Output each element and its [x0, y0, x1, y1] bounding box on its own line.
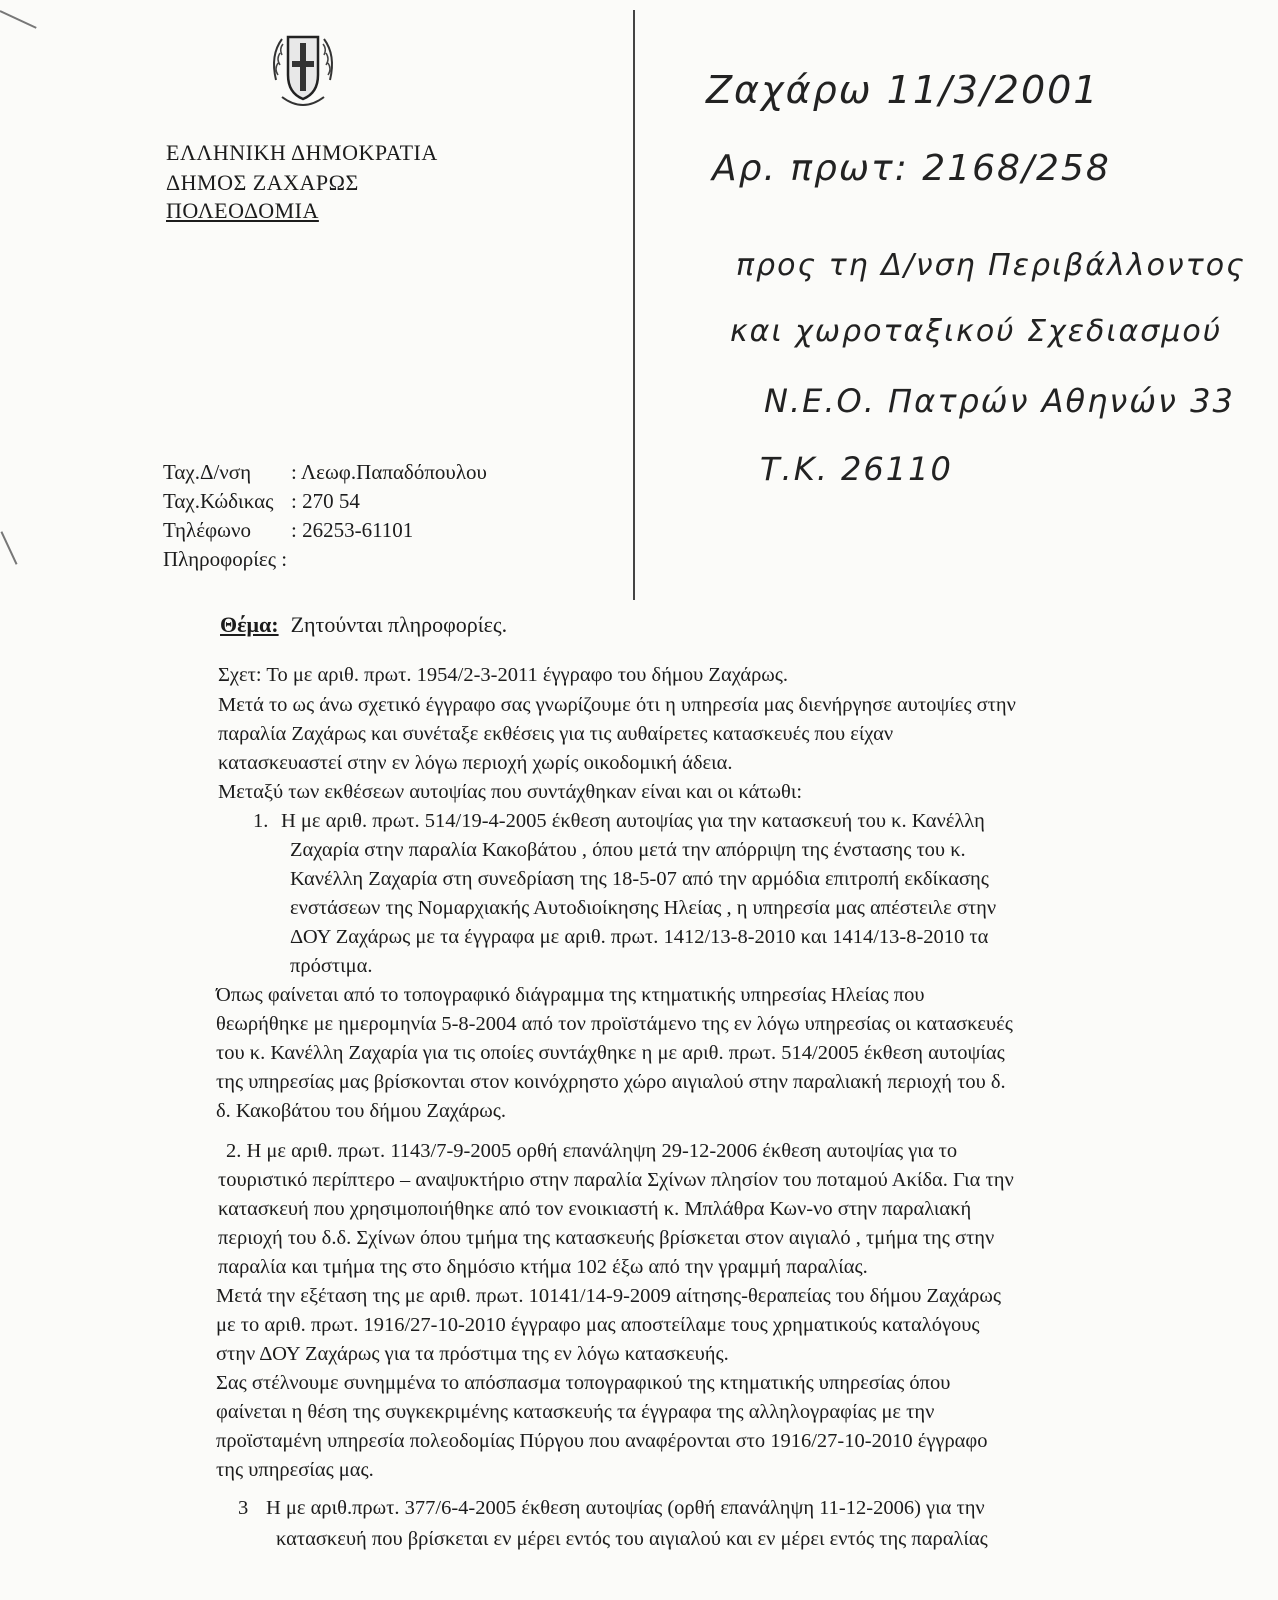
- scan-mark: [0, 10, 37, 29]
- phone-row: [163, 518, 413, 543]
- municipality-title: ΔΗΜΟΣ ΖΑΧΑΡΩΣ: [166, 170, 359, 195]
- department-title: ΠΟΛΕΟΔΟΜΙΑ: [166, 198, 319, 223]
- handwritten-recipient-1: προς τη Δ/νση Περιβάλλοντος: [736, 248, 1246, 283]
- postal-row: [163, 489, 360, 514]
- body-line: περιοχή του δ.δ. Σχίνων όπου τμήμα της κατασκευής βρίσκεται στον αιγιαλό , τμήμα της στην: [218, 1227, 995, 1249]
- body-line: προϊσταμένη υπηρεσία πολεοδομίας Πύργου που αναφέρονται στο 1916/27-10-2010 έγγραφο: [216, 1430, 988, 1452]
- body-line: πρόστιμα.: [290, 955, 373, 977]
- handwritten-protocol: Αρ. πρωτ: 2168/258: [712, 148, 1111, 189]
- body-line: Μεταξύ των εκθέσεων αυτοψίας που συντάχθηκαν είναι και οι κάτωθι:: [218, 781, 803, 803]
- subject-text: Ζητούνται πληροφορίες.: [290, 612, 508, 637]
- body-line: 2. Η με αριθ. πρωτ. 1143/7-9-2005 ορθή επανάληψη 29-12-2006 έκθεση αυτοψίας για το: [226, 1140, 958, 1162]
- body-line: παραλία και τμήμα της στο δημόσιο κτήμα 102 έξω από την γραμμή παραλίας.: [218, 1256, 868, 1278]
- info-value: :: [281, 547, 288, 571]
- handwritten-date: Ζαχάρω 11/3/2001: [706, 68, 1100, 112]
- body-line: Η με αριθ.πρωτ. 377/6-4-2005 έκθεση αυτοψίας (ορθή επανάληψη 11-12-2006) για την: [266, 1497, 985, 1519]
- handwritten-recipient-3: Ν.Ε.Ο. Πατρών Αθηνών 33: [764, 382, 1235, 420]
- address-value: : Λεωφ.Παπαδόπουλου: [291, 460, 487, 484]
- body-line: Η με αριθ. πρωτ. 514/19-4-2005 έκθεση αυτοψίας για την κατασκευή του κ. Κανέλλη: [281, 810, 985, 832]
- phone-value: : 26253-61101: [291, 518, 414, 542]
- body-line: κατασκευή που βρίσκεται εν μέρει εντός του αιγιαλού και εν μέρει εντός της παραλίας: [276, 1528, 988, 1550]
- body-line: Κανέλλη Ζαχαρία στη συνεδρίαση της 18-5-07 από την αρμόδια επιτροπή εκδίκασης: [290, 868, 989, 890]
- body-line: της υπηρεσίας μας βρίσκονται στον κοινόχρηστο χώρο αιγιαλού στην παραλιακή περιοχή του δ.: [216, 1071, 1006, 1093]
- body-line: θεωρήθηκε με ημερομηνία 5-8-2004 από τον προϊστάμενο της εν λόγω υπηρεσίας οι κατασκευές: [216, 1013, 1013, 1035]
- body-line: στην ΔΟΥ Ζαχάρως για τα πρόστιμα της εν λόγω κατασκευής.: [216, 1343, 729, 1365]
- body-line: κατασκευή που χρησιμοποιήθηκε από τον ενοικιαστή κ. Μπλάθρα Κων-νο στην παραλιακή: [218, 1198, 972, 1220]
- fold-divider: [633, 10, 635, 600]
- republic-title: ΕΛΛΗΝΙΚΗ ΔΗΜΟΚΡΑΤΙΑ: [166, 140, 438, 165]
- address-row: [163, 460, 487, 485]
- scan-mark: [0, 531, 17, 564]
- list-number: 3: [238, 1497, 249, 1519]
- list-item-1: [253, 810, 985, 833]
- address-label: Ταχ.Δ/νση: [163, 460, 252, 484]
- postal-label: Ταχ.Κώδικας: [163, 489, 274, 513]
- postal-value: : 270 54: [291, 489, 360, 513]
- list-item-3: [238, 1497, 985, 1520]
- body-line: Σχετ: Το με αριθ. πρωτ. 1954/2-3-2011 έγγραφο του δήμου Ζαχάρως.: [218, 664, 789, 686]
- info-label: Πληροφορίες: [163, 547, 277, 571]
- handwritten-recipient-4: Τ.Κ. 26110: [760, 450, 953, 488]
- body-line: της υπηρεσίας μας.: [216, 1459, 374, 1481]
- body-line: τουριστικό περίπτερο – αναψυκτήριο στην παραλία Σχίνων πλησίον του ποταμού Ακίδα. Για την: [218, 1169, 1014, 1191]
- body-line: Ζαχαρία στην παραλία Κακοβάτου , όπου μετά την απόρριψη της ένστασης του κ.: [290, 839, 966, 861]
- body-line: Μετά την εξέταση της με αριθ. πρωτ. 10141/14-9-2009 αίτησης-θεραπείας του δήμου Ζαχάρως: [216, 1285, 1001, 1307]
- body-line: φαίνεται η θέση της συγκεκριμένης κατασκευής τα έγγραφα της αλληλογραφίας με την: [216, 1401, 935, 1423]
- subject-line: [220, 612, 507, 638]
- body-line: κατασκευαστεί στην εν λόγω περιοχή χωρίς οικοδομική άδεια.: [218, 752, 733, 774]
- body-line: ενστάσεων της Νομαρχιακής Αυτοδιοίκησης Ηλείας , η υπηρεσία μας απέστειλε στην: [290, 897, 997, 919]
- coat-of-arms-emblem: [268, 25, 338, 115]
- body-line: παραλία Ζαχάρως και συνέταξε εκθέσεις για τις αυθαίρετες κατασκευές που είχαν: [218, 723, 894, 745]
- body-line: Όπως φαίνεται από το τοπογραφικό διάγραμμα της κτηματικής υπηρεσίας Ηλείας που: [216, 984, 925, 1006]
- body-line: ΔΟΥ Ζαχάρως με τα έγγραφα με αριθ. πρωτ. 1412/13-8-2010 και 1414/13-8-2010 τα: [290, 926, 989, 948]
- body-line: Σας στέλνουμε συνημμένα το απόσπασμα τοπογραφικού της κτηματικής υπηρεσίας όπου: [216, 1372, 951, 1394]
- body-line: του κ. Κανέλλη Ζαχαρία για τις οποίες συντάχθηκε η με αριθ. πρωτ. 514/2005 έκθεση αυτοψίας: [216, 1042, 1005, 1064]
- body-line: δ. Κακοβάτου του δήμου Ζαχάρως.: [216, 1100, 507, 1122]
- list-number: 1.: [253, 810, 269, 832]
- subject-label: Θέμα:: [220, 612, 279, 637]
- body-line: με το αριθ. πρωτ. 1916/27-10-2010 έγγραφο μας αποστείλαμε τους χρηματικούς καταλόγους: [216, 1314, 980, 1336]
- handwritten-recipient-2: και χωροταξικού Σχεδιασμού: [730, 314, 1223, 349]
- info-row: [163, 547, 287, 572]
- body-line: Μετά το ως άνω σχετικό έγγραφο σας γνωρίζουμε ότι η υπηρεσία μας διενήργησε αυτοψίες στην: [218, 694, 1016, 716]
- phone-label: Τηλέφωνο: [163, 518, 251, 542]
